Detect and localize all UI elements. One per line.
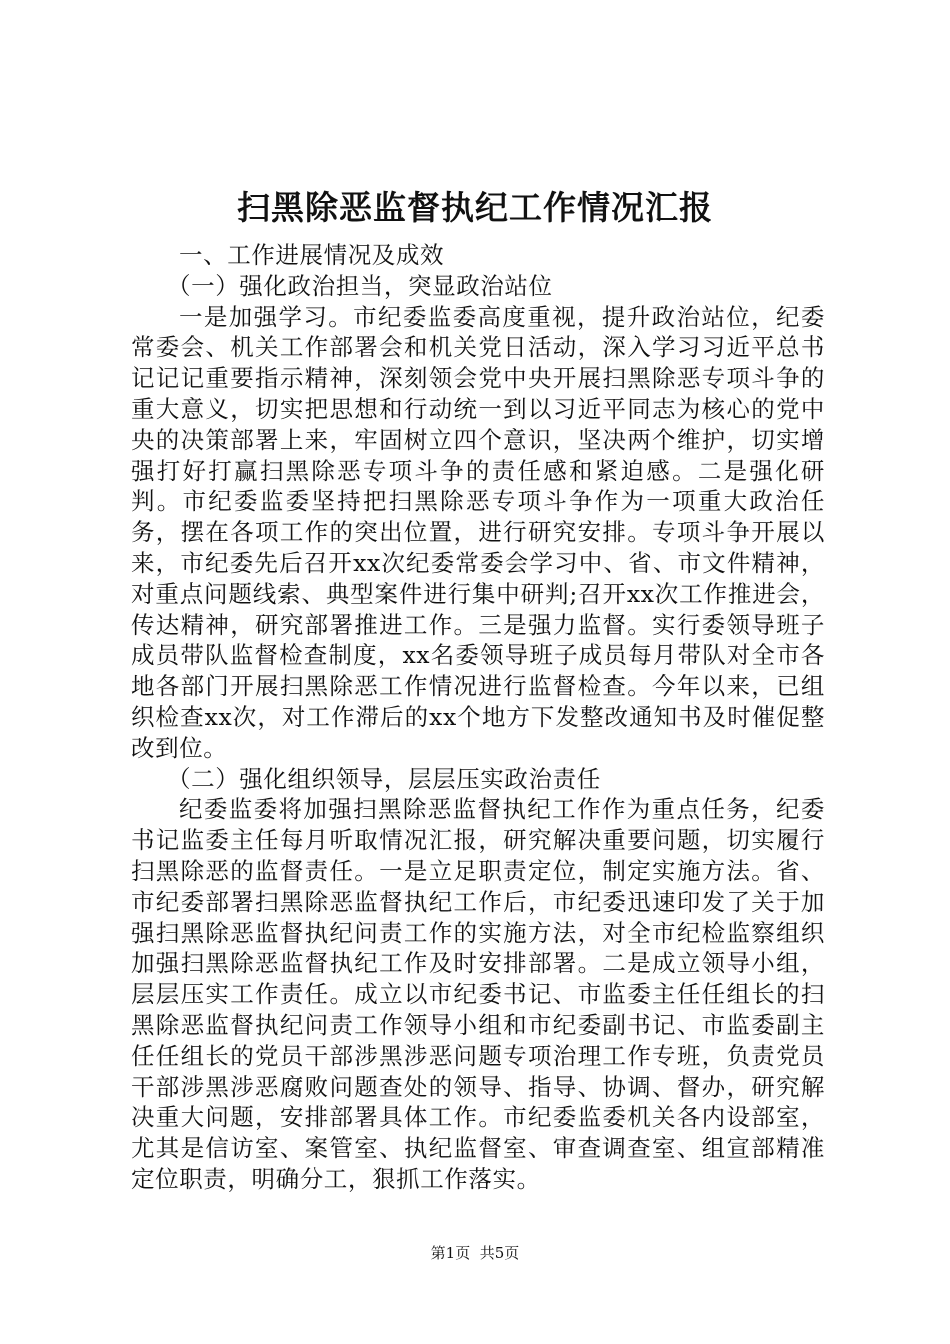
- document-title: 扫黑除恶监督执纪工作情况汇报: [237, 188, 713, 227]
- subsection-heading-1: （一）强化政治担当，突显政治站位: [167, 271, 553, 300]
- page-number: 第1页: [430, 1244, 471, 1262]
- page-footer: [0, 1243, 950, 1263]
- body-paragraph-2: 纪委监委将加强扫黑除恶监督执纪工作作为重点任务，纪委书记监委主任每月听取情况汇报，研究解决重要问题，切实履行扫黑除恶的监督责任。一是立足职责定位，制定实施方法。省、市纪委部署扫黑除恶监督执纪工作后，市纪委迅速印发了关于加强扫黑除恶监督执纪问责工作的实施方法，对全市纪检监察组织加强扫黑除恶监督执纪工作及时安排部署。二是成立领导小组，层层压实工作责任。成立以市纪委书记、市监委主任任组长的扫黑除恶监督执纪问责工作领导小组和市纪委副书记、市监委副主任任组长的党员干部涉黑涉恶问题专项治理工作专班，负责党员干部涉黑涉恶腐败问题查处的领导、指导、协调、督办，研究解决重大问题，安排部署具体工作。市纪委监委机关各内设部室，尤其是信访室、案管室、执纪监督室、审查调查室、组宣部精准定位职责，明确分工，狠抓工作落实。: [131, 795, 825, 1193]
- page-total: 共5页: [479, 1244, 520, 1262]
- body-paragraph-1: 一是加强学习。市纪委监委高度重视，提升政治站位，纪委常委会、机关工作部署会和机关党日活动，深入学习习近平总书记记记重要指示精神，深刻领会党中央开展扫黑除恶专项斗争的重大意义，切实把思想和行动统一到以习近平同志为核心的党中央的决策部署上来，牢固树立四个意识，坚决两个维护，切实增强打好打赢扫黑除恶专项斗争的责任感和紧迫感。二是强化研判。市纪委监委坚持把扫黑除恶专项斗争作为一项重大政治任务，摆在各项工作的突出位置，进行研究安排。专项斗争开展以来，市纪委先后召开xx次纪委常委会学习中、省、市文件精神，对重点问题线索、典型案件进行集中研判;召开xx次工作推进会，传达精神，研究部署推进工作。三是强力监督。实行委领导班子成员带队监督检查制度，xx名委领导班子成员每月带队对全市各地各部门开展扫黑除恶工作情况进行监督检查。今年以来，已组织检查xx次，对工作滞后的xx个地方下发整改通知书及时催促整改到位。: [131, 302, 825, 762]
- section-heading-1: 一、工作进展情况及成效: [179, 241, 445, 269]
- subsection-heading-2: （二）强化组织领导，层层压实政治责任: [167, 764, 601, 793]
- document-body: [131, 240, 825, 1195]
